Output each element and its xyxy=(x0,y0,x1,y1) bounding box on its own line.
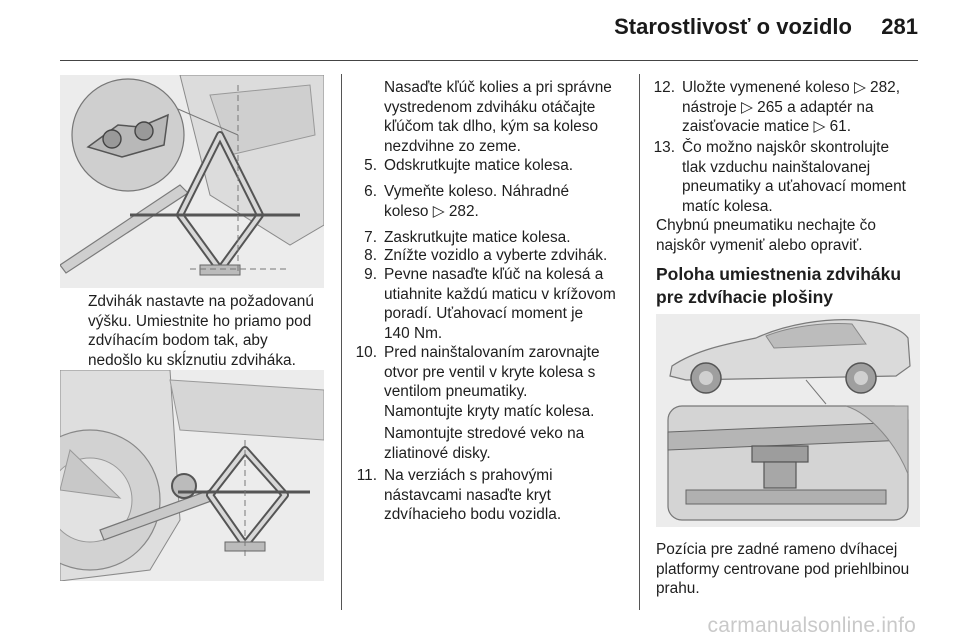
step-line: zdvíhacieho bodu vozidla. xyxy=(384,506,562,523)
paragraph-line: najskôr vymeniť alebo opraviť. xyxy=(656,236,863,254)
step-line: otvor pre ventil v kryte kolesa s xyxy=(384,363,596,381)
lifting-platform-drawing xyxy=(656,314,920,527)
caption-line: výšku. Umiestnite ho priamo pod xyxy=(88,312,312,330)
step-10-note-1 xyxy=(384,402,594,422)
caption-line: Zdvihák nastavte na požadovanú xyxy=(88,293,314,310)
heading-line: Poloha umiestnenia zdviháku xyxy=(656,264,902,284)
caption-line: Pozícia pre zadné rameno dvíhacej xyxy=(656,541,898,558)
step-text xyxy=(384,466,561,525)
step-text xyxy=(384,156,573,176)
step-number: 9. xyxy=(364,266,377,283)
step-number: 10. xyxy=(355,344,377,361)
step-line: ventilom pneumatiky. xyxy=(384,383,528,400)
step-line: Na verziách s prahovými xyxy=(384,467,553,484)
paragraph-line: kľúčom tak dlho, kým sa koleso xyxy=(384,118,599,135)
step-number: 6. xyxy=(364,183,377,200)
step-text xyxy=(384,246,607,266)
page-number: 281 xyxy=(881,14,918,39)
watermark: carmanualsonline.info xyxy=(707,614,916,637)
figure-1-caption xyxy=(88,292,314,370)
jack-alignment-illustration xyxy=(60,75,324,288)
step-number: 13. xyxy=(653,139,675,156)
step-line: zaisťovacie matice ▷ 61. xyxy=(682,118,852,135)
step-line: poradí. Uťahovací moment je xyxy=(384,305,584,322)
step-text xyxy=(682,78,900,137)
heading-line: pre zdvíhacie plošiny xyxy=(656,287,833,307)
step-line: pneumatiky a uťahovací moment xyxy=(682,178,906,195)
caption-line: nedošlo ku skĺznutiu zdviháka. xyxy=(88,351,296,369)
step-number: 12. xyxy=(653,79,675,96)
step-number: 8. xyxy=(364,247,377,264)
jack-wrench-drawing xyxy=(60,370,324,581)
step-text xyxy=(384,265,616,343)
step-line: koleso ▷ 282. xyxy=(384,202,479,220)
column-divider-left xyxy=(341,74,342,610)
lifting-platform-illustration xyxy=(656,314,920,527)
step-10-note-2 xyxy=(384,424,584,463)
step-number: 11. xyxy=(356,467,377,484)
step-text xyxy=(384,228,570,248)
intro-paragraph xyxy=(384,78,612,156)
step-line: Vymeňte koleso. Náhradné xyxy=(384,183,570,200)
paragraph-line: vystredenom zdviháku otáčajte xyxy=(384,98,596,116)
step-text xyxy=(384,182,569,221)
figure-3-caption xyxy=(656,540,909,599)
step-text xyxy=(384,343,600,402)
paragraph-line: nezdvihne zo zeme. xyxy=(384,137,521,155)
caption-line: platformy centrovane pod priehlbinou xyxy=(656,560,910,578)
step-line: Uložte vymenené koleso ▷ 282, xyxy=(682,79,901,96)
closing-paragraph xyxy=(656,216,876,255)
step-line: tlak vzduchu nainštalovanej xyxy=(682,158,871,176)
caption-line: prahu. xyxy=(656,580,700,597)
step-line: Zaskrutkujte matice kolesa. xyxy=(384,229,571,246)
step-text xyxy=(682,138,906,216)
note-line: Namontujte kryty matíc kolesa. xyxy=(384,403,595,420)
jack-wrench-illustration xyxy=(60,370,324,581)
running-header-title: Starostlivosť o vozidlo xyxy=(614,14,852,39)
caption-line: zdvíhacím bodom tak, aby xyxy=(88,332,268,349)
step-line: matíc kolesa. xyxy=(682,197,773,215)
step-line: nástavcami nasaďte kryt xyxy=(384,486,551,504)
paragraph-line: Chybnú pneumatiku nechajte čo xyxy=(656,217,876,234)
step-line: Odskrutkujte matice kolesa. xyxy=(384,157,574,174)
step-line: Pevne nasaďte kľúč na kolesá a xyxy=(384,266,604,283)
jack-alignment-drawing xyxy=(60,75,324,288)
column-divider-right xyxy=(639,74,640,610)
step-line: Čo možno najskôr skontrolujte xyxy=(682,139,890,156)
step-line: 140 Nm. xyxy=(384,324,443,342)
note-line: zliatinové disky. xyxy=(384,444,491,462)
header-rule xyxy=(60,60,918,61)
paragraph-line: Nasaďte kľúč kolies a pri správne xyxy=(384,79,612,96)
section-heading xyxy=(656,263,901,309)
step-line: Znížte vozidlo a vyberte zdvihák. xyxy=(384,247,608,264)
step-line: nástroje ▷ 265 a adaptér na xyxy=(682,98,874,116)
step-number: 5. xyxy=(364,157,377,174)
step-line: utiahnite každú maticu v krížovom xyxy=(384,285,616,303)
step-number: 7. xyxy=(364,229,377,246)
step-line: Pred nainštalovaním zarovnajte xyxy=(384,344,600,361)
note-line: Namontujte stredové veko na xyxy=(384,425,585,442)
